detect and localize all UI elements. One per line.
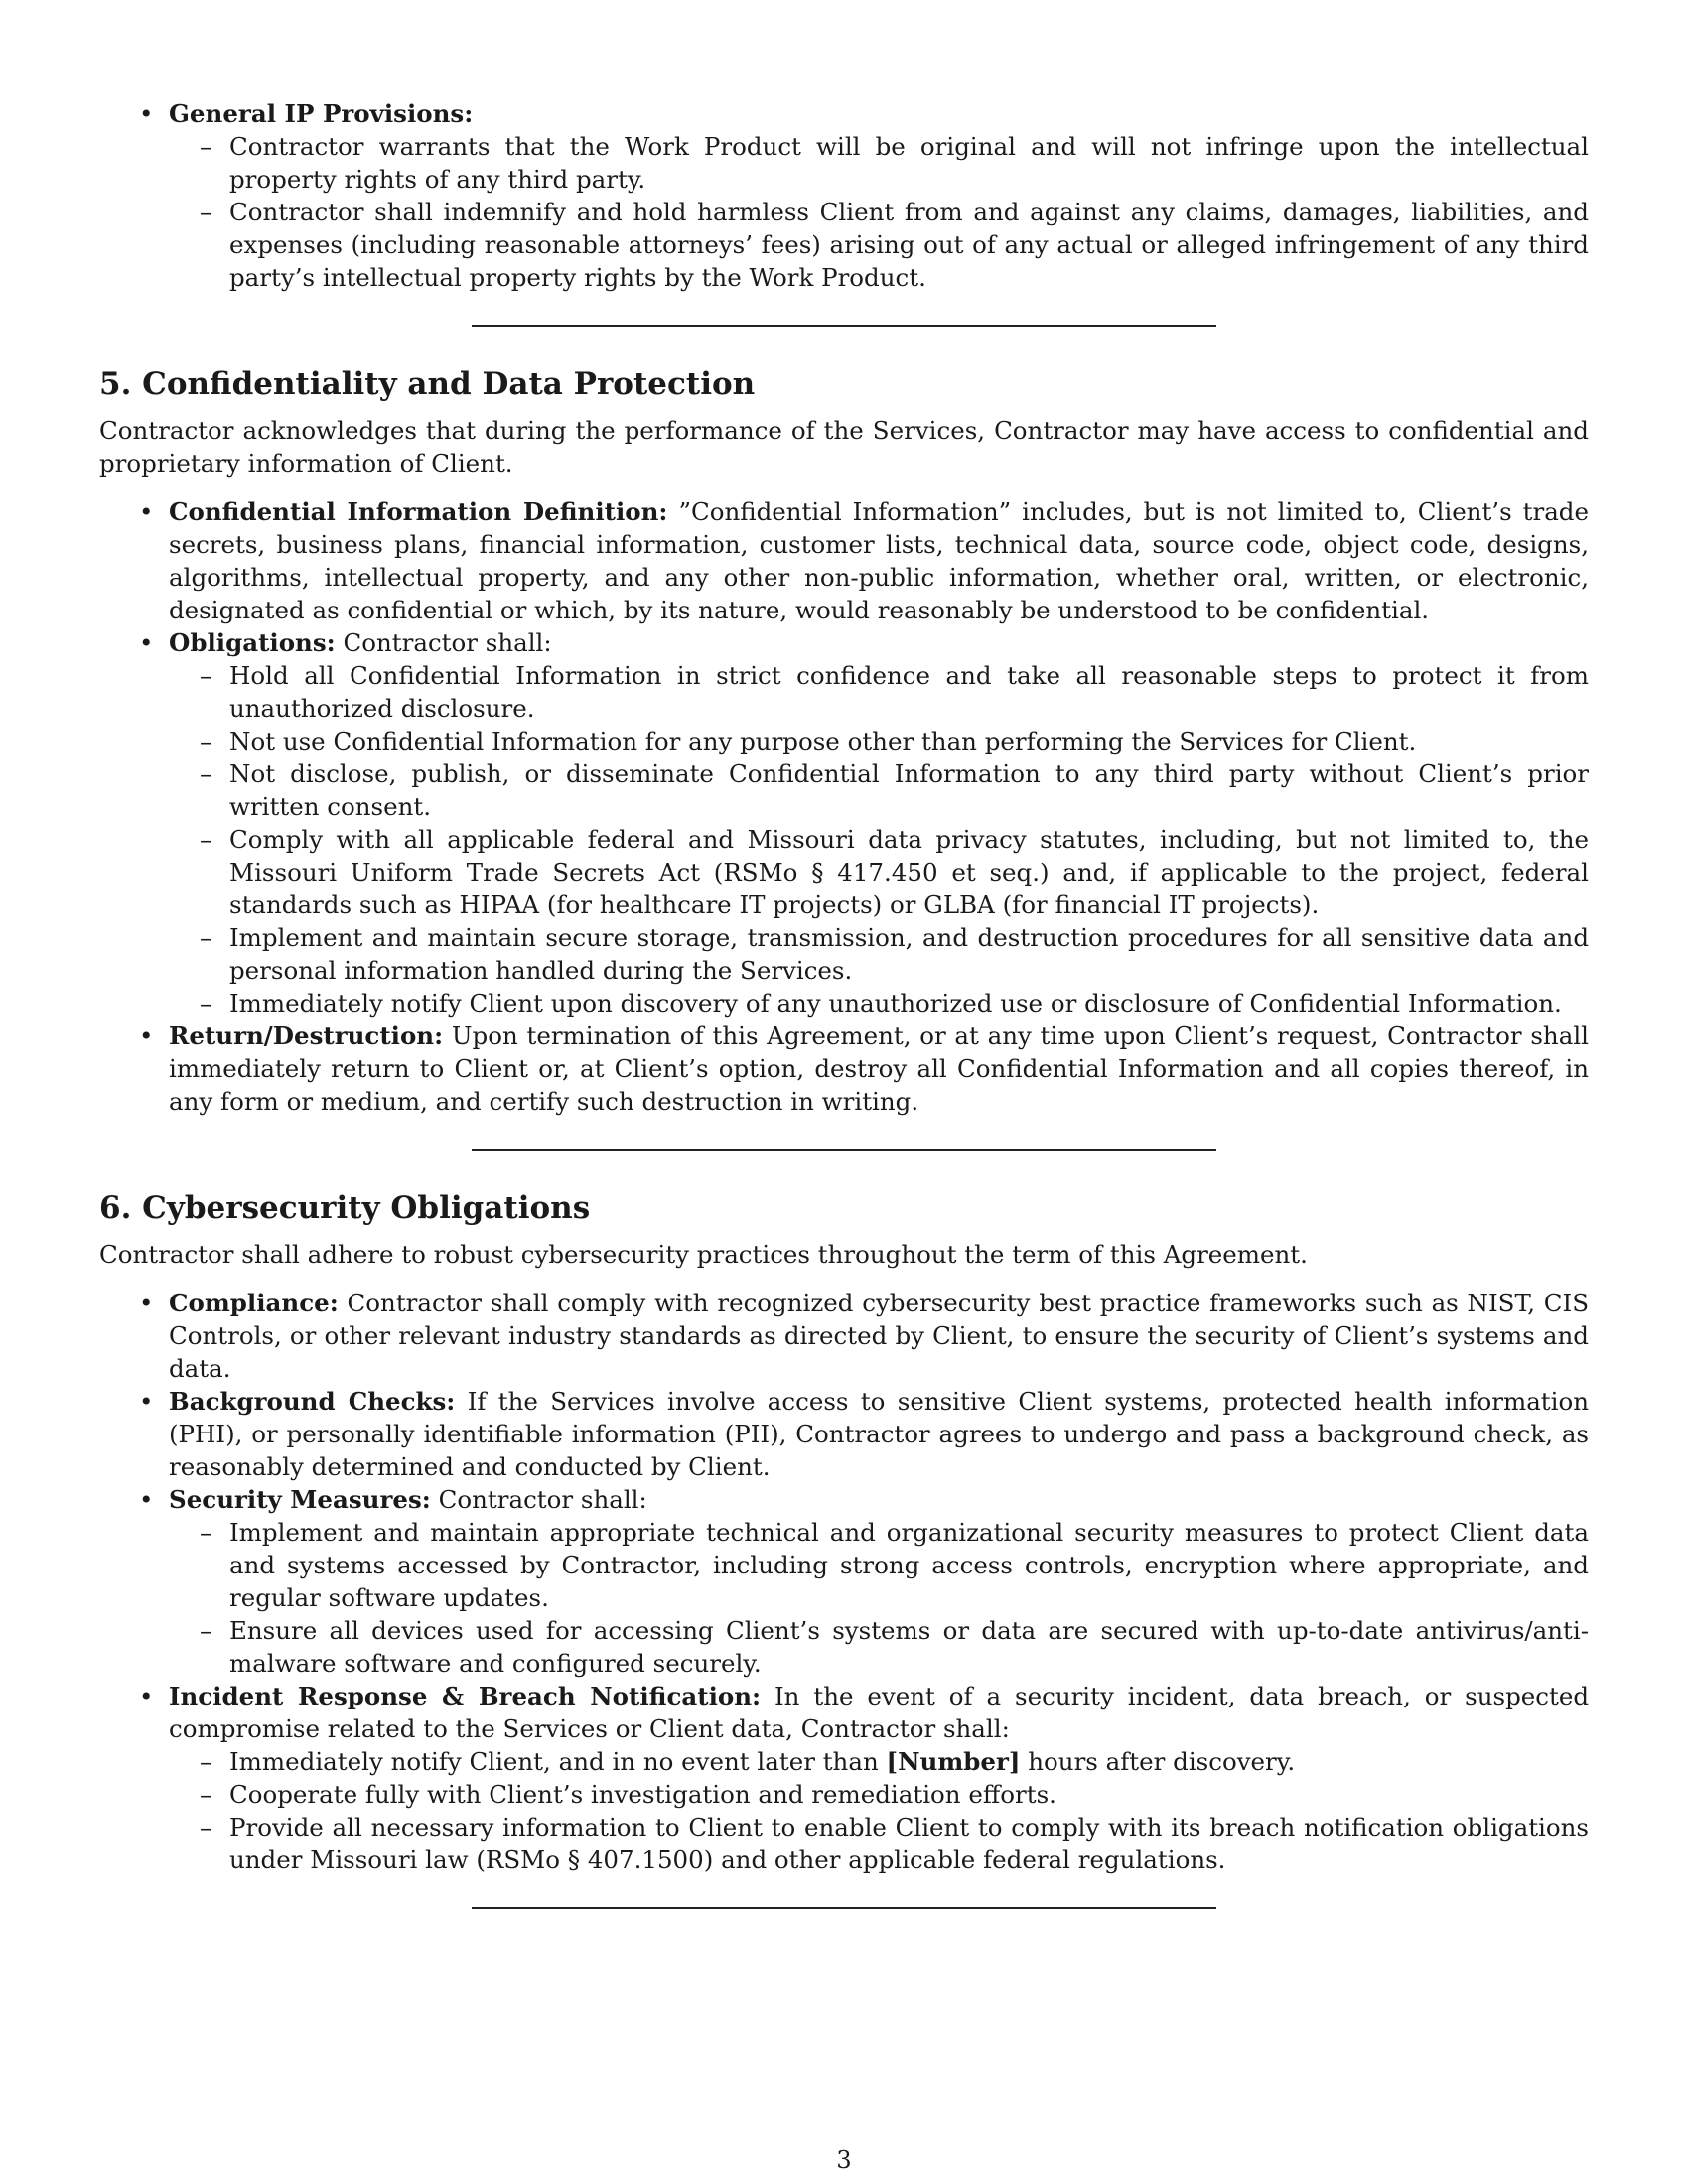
list-item: – Cooperate fully with Client’s investigation and remediation efforts. xyxy=(229,1778,1589,1811)
list-item xyxy=(169,1385,1589,1483)
incident-sublist xyxy=(169,1745,1589,1876)
list-item xyxy=(169,1020,1589,1118)
incident-item-text: Immediately notify Client, and in no event later than xyxy=(229,1747,887,1776)
list-item: – Implement and maintain appropriate technical and organizational security measures to protect Client data and systems accessed by Contractor, including strong access controls, encryption where appropriate, and regular software updates. xyxy=(229,1516,1589,1614)
section-5-list xyxy=(99,495,1589,1118)
security-sublist xyxy=(169,1516,1589,1680)
section-6-title: 6. Cybersecurity Obligations xyxy=(99,1190,591,1226)
compliance-label: Compliance: xyxy=(169,1289,339,1317)
security-label: Security Measures: xyxy=(169,1485,431,1514)
section-divider xyxy=(472,1907,1216,1909)
security-text: Contractor shall: xyxy=(430,1485,647,1514)
definition-label: Confidential Information Definition: xyxy=(169,497,668,526)
compliance-text: Contractor shall comply with recognized cybersecurity best practice frameworks such as NIST, CIS Controls, or other relevant industry standards as directed by Client, to ensure the security of Client’s systems and data. xyxy=(169,1289,1589,1383)
obligations-sublist xyxy=(169,659,1589,1020)
list-item xyxy=(169,495,1589,626)
return-label: Return/Destruction: xyxy=(169,1022,444,1050)
section-5-intro: Contractor acknowledges that during the performance of the Services, Contractor may have access to confidential and proprietary information of Client. xyxy=(99,416,1589,478)
document-page xyxy=(99,97,1589,1909)
ip-provisions-list xyxy=(99,97,1589,294)
section-6-intro: Contractor shall adhere to robust cybersecurity practices throughout the term of this Agreement. xyxy=(99,1240,1308,1269)
definition-text: ”Confidential Information” includes, but is not limited to, Client’s trade secrets, business plans, financial information, customer lists, technical data, source code, object code, designs, algorithms, intellectual property, and any other non-public information, whether oral, written, or electronic, designated as confidential or which, by its nature, would reasonably be understood to be confidential. xyxy=(169,497,1589,624)
ip-sublist xyxy=(169,130,1589,294)
page-number: 3 xyxy=(836,2146,852,2174)
list-item: – Ensure all devices used for accessing Client’s systems or data are secured with up-to-date antivirus/anti-malware software and configured securely. xyxy=(229,1614,1589,1680)
incident-label: Incident Response & Breach Notification: xyxy=(169,1682,762,1710)
list-item xyxy=(169,1680,1589,1876)
list-item: – Provide all necessary information to Client to enable Client to comply with its breach notification obligations under Missouri law (RSMo § 407.1500) and other applicable federal regulations. xyxy=(229,1811,1589,1876)
list-item xyxy=(229,1745,1589,1778)
list-item: – Not use Confidential Information for any purpose other than performing the Services for Client. xyxy=(229,725,1589,757)
list-item: – Contractor shall indemnify and hold harmless Client from and against any claims, damages, liabilities, and expenses (including reasonable attorneys’ fees) arising out of any actual or alleged infringement of any third party’s intellectual property rights by the Work Product. xyxy=(229,196,1589,294)
return-text: Upon termination of this Agreement, or at any time upon Client’s request, Contractor shall immediately return to Client or, at Client’s option, destroy all Confidential Information and all copies thereof, in any form or medium, and certify such destruction in writing. xyxy=(169,1022,1589,1116)
list-item: – Comply with all applicable federal and Missouri data privacy statutes, including, but not limited to, the Missouri Uniform Trade Secrets Act (RSMo § 417.450 et seq.) and, if applicable to the project, federal standards such as HIPAA (for healthcare IT projects) or GLBA (for financial IT projects). xyxy=(229,823,1589,921)
section-5-title: 5. Confidentiality and Data Protection xyxy=(99,366,756,402)
general-ip-label: General IP Provisions: xyxy=(169,99,474,128)
obligations-text: Contractor shall: xyxy=(335,628,552,657)
list-item: – Implement and maintain secure storage, transmission, and destruction procedures for all sensitive data and personal information handled during the Services. xyxy=(229,921,1589,987)
section-divider xyxy=(472,325,1216,327)
list-item: – Contractor warrants that the Work Product will be original and will not infringe upon the intellectual property rights of any third party. xyxy=(229,130,1589,196)
incident-text: In the event of a security incident, data breach, or suspected compromise related to the Services or Client data, Contractor shall: xyxy=(169,1682,1590,1743)
background-text: If the Services involve access to sensitive Client systems, protected health information (PHI), or personally identifiable information (PII), Contractor agrees to undergo and pass a background check, as reasonably determined and conducted by Client. xyxy=(169,1387,1590,1481)
section-divider xyxy=(472,1149,1216,1151)
obligations-label: Obligations: xyxy=(169,628,336,657)
section-6-list xyxy=(99,1287,1589,1876)
list-item: – Hold all Confidential Information in strict confidence and take all reasonable steps to protect it from unauthorized disclosure. xyxy=(229,659,1589,725)
list-item xyxy=(169,1483,1589,1680)
incident-item-text: hours after discovery. xyxy=(1020,1747,1296,1776)
background-label: Background Checks: xyxy=(169,1387,456,1416)
list-item xyxy=(169,1287,1589,1385)
list-item xyxy=(169,626,1589,1020)
list-item: – Immediately notify Client upon discovery of any unauthorized use or disclosure of Confidential Information. xyxy=(229,987,1589,1020)
list-item xyxy=(169,97,1589,294)
list-item: – Not disclose, publish, or disseminate Confidential Information to any third party without Client’s prior written consent. xyxy=(229,757,1589,823)
number-placeholder: [Number] xyxy=(886,1747,1021,1776)
